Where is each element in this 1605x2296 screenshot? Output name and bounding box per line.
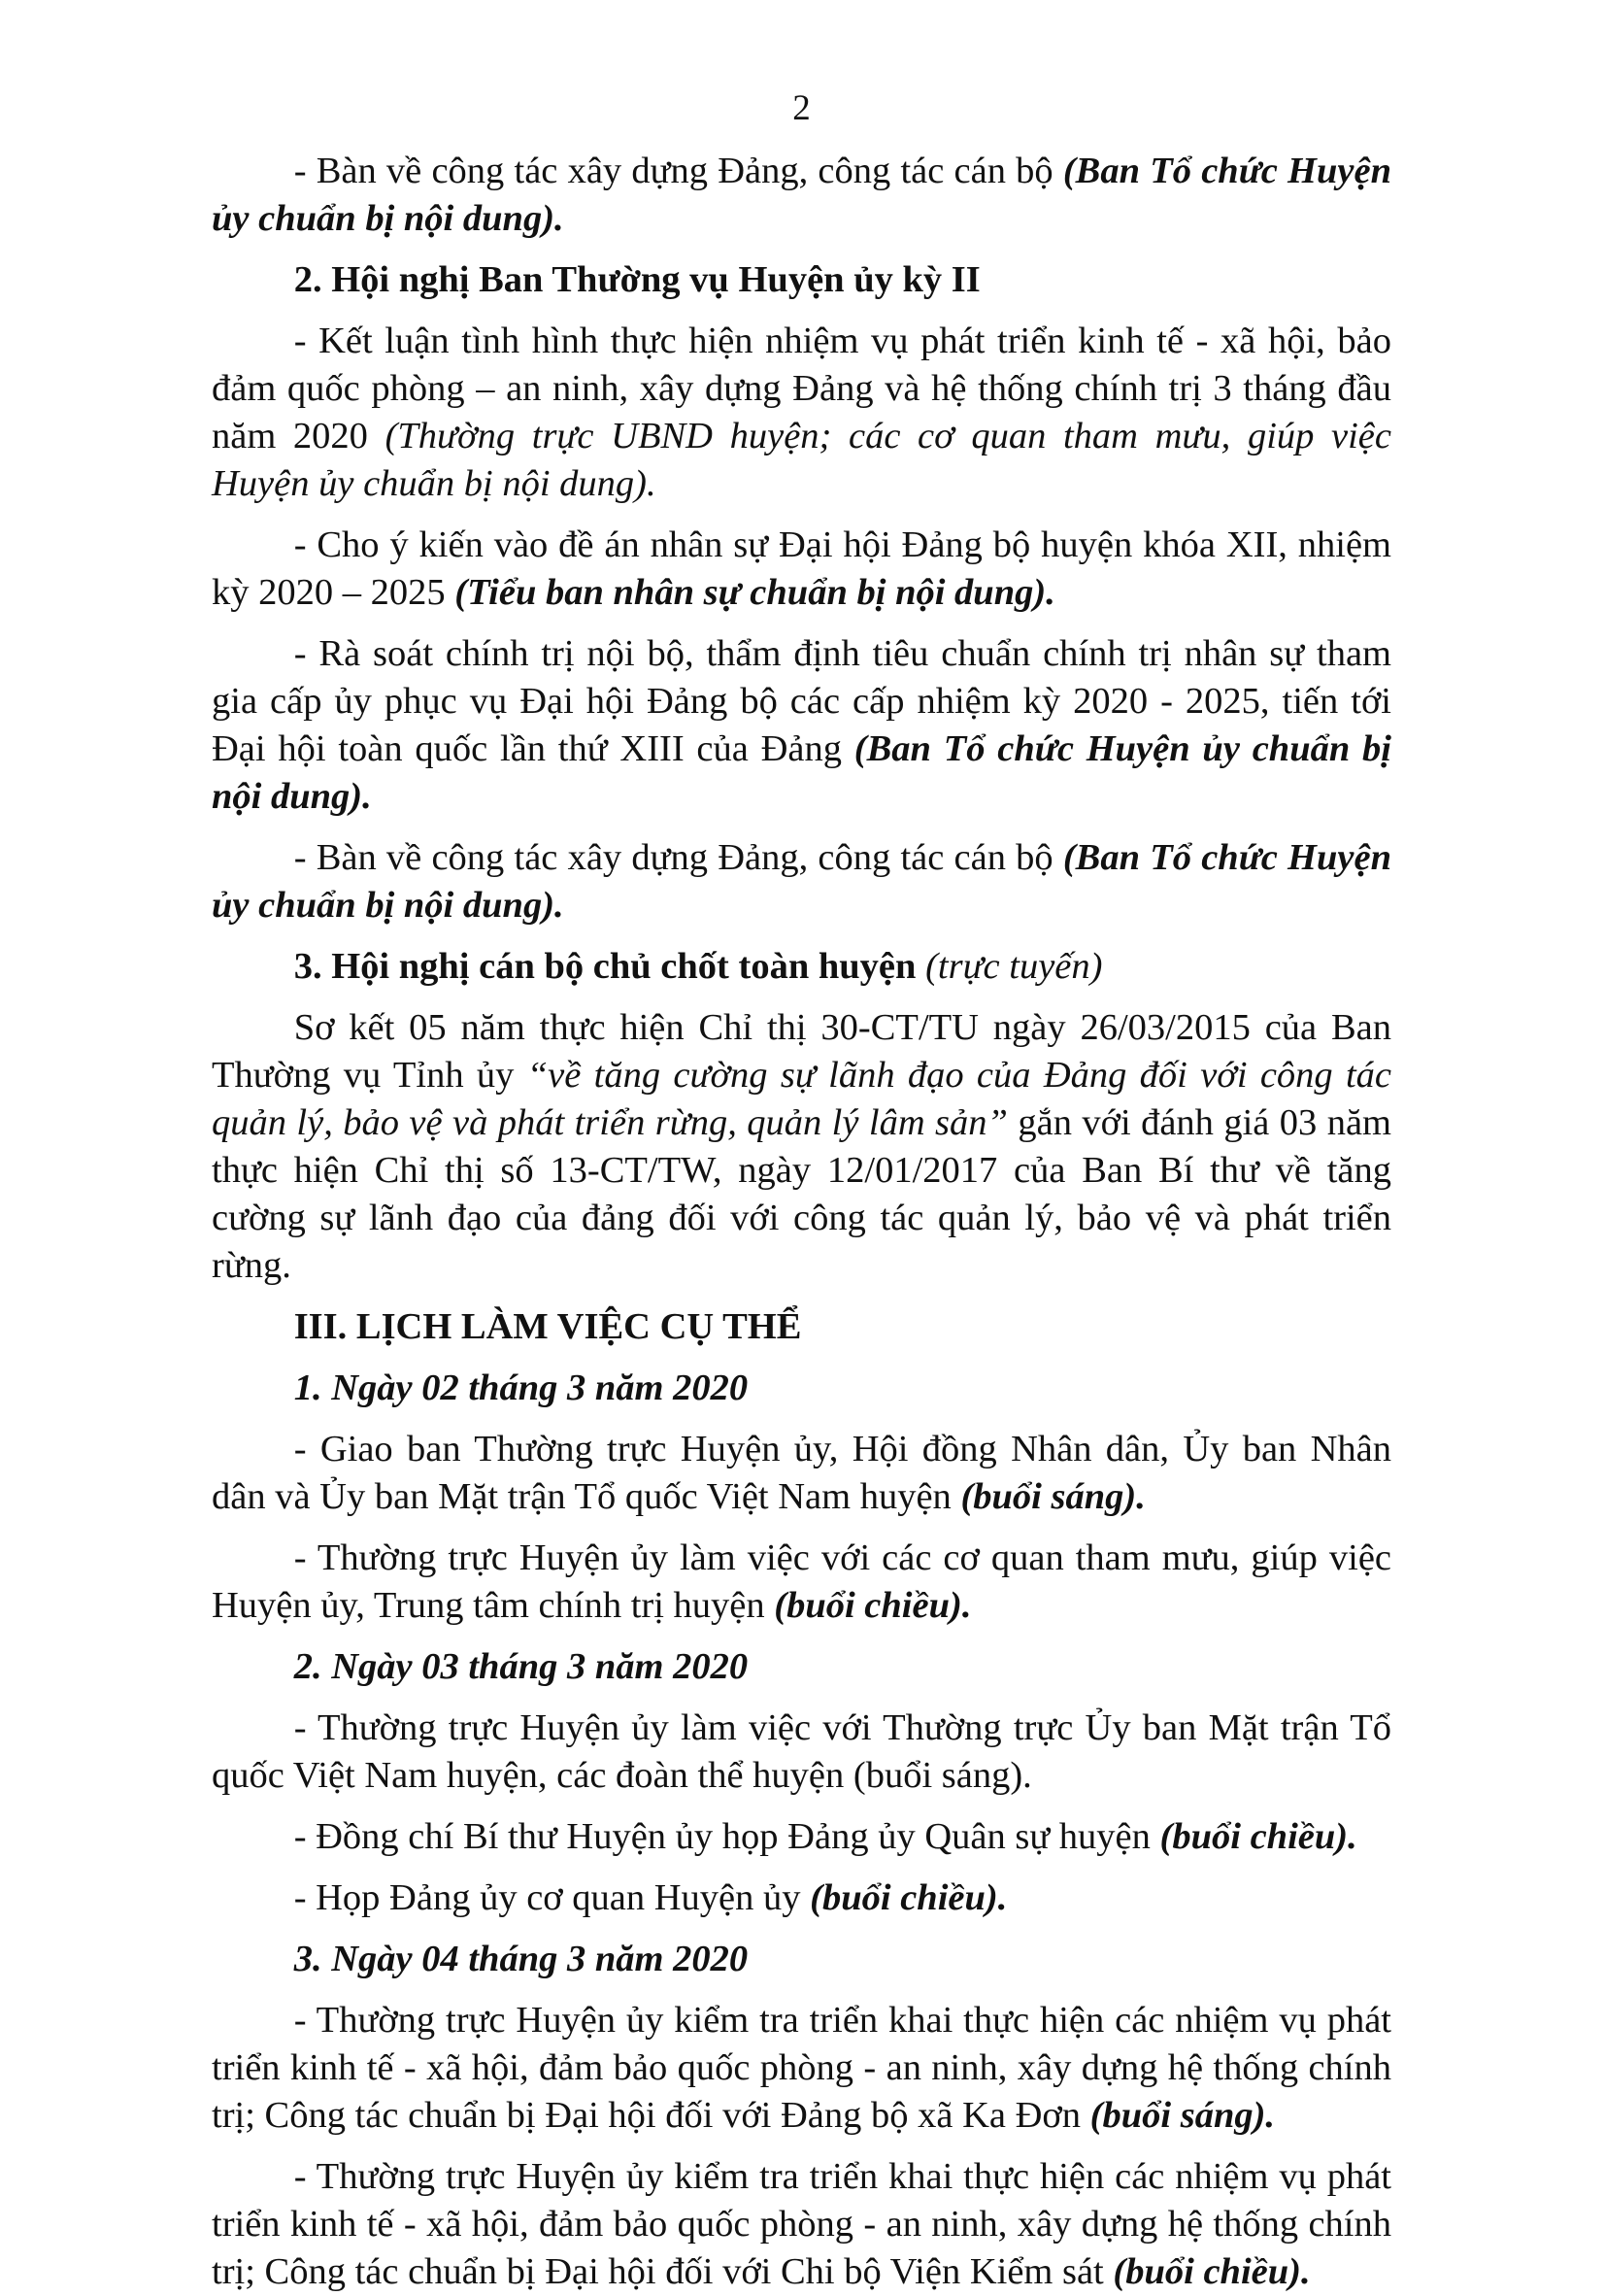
section-heading [212,1365,1391,1412]
text-run: (Thường trực UBND huyện; các cơ quan tham mưu, giúp việc Huyện ủy chuẩn bị nội dung). [212,416,1391,504]
text-run: 3. Hội nghị cán bộ chủ chốt toàn huyện [293,946,926,987]
page-number: 2 [792,88,811,128]
text-run: (Ban Tổ chức Huyện ủy chuẩn bị nội dung). [212,837,1391,926]
text-run: gắn với đánh giá 03 năm thực hiện Chỉ thị số 13-CT/TW, ngày 12/01/2017 của Ban Bí thư về tăng cường sự lãnh đạo của đảng đối với công tác quản lý, bảo vệ và phát triển rừng. [212,1102,1391,1286]
text-run: (Tiểu ban nhân sự chuẩn bị nội dung). [454,572,1055,613]
text-run: - Rà soát chính trị nội bộ, thẩm định tiêu chuẩn chính trị nhân sự tham gia cấp ủy phục vụ Đại hội Đảng bộ các cấp nhiệm kỳ 2020 - 2025, tiến tới Đại hội toàn quốc lần thứ XIII của Đảng [212,633,1391,769]
text-run: 1. Ngày 02 tháng 3 năm 2020 [293,1367,749,1408]
paragraph [212,522,1391,617]
paragraph [212,630,1391,821]
text-run: (buổi chiều). [774,1585,972,1626]
text-run: (trực tuyến) [925,946,1103,987]
section-heading [212,1643,1391,1691]
text-run: - Họp Đảng ủy cơ quan Huyện ủy [293,1877,811,1918]
paragraph [212,1997,1391,2140]
text-run: (buổi chiều). [1113,2251,1311,2292]
text-run: (buổi chiều). [1159,1816,1357,1857]
paragraph [212,1705,1391,1800]
text-run: (buổi chiều). [810,1877,1008,1918]
text-run: - Thường trực Huyện ủy làm việc với Thường trực Ủy ban Mặt trận Tổ quốc Việt Nam huyện, các đoàn thể huyện (buổi sáng). [212,1707,1391,1796]
text-run: - Giao ban Thường trực Huyện ủy, Hội đồng Nhân dân, Ủy ban Nhân dân và Ủy ban Mặt trận Tổ quốc Việt Nam huyện [212,1429,1391,1517]
text-run: 2. Hội nghị Ban Thường vụ Huyện ủy kỳ II [293,259,981,300]
paragraph [212,1813,1391,1861]
text-run: “về tăng cường sự lãnh đạo của Đảng đối với công tác quản lý, bảo vệ và phát triển rừng, quản lý lâm sản” [212,1055,1392,1143]
paragraph [212,1426,1391,1521]
text-run: - Thường trực Huyện ủy kiểm tra triển khai thực hiện các nhiệm vụ phát triển kinh tế - xã hội, đảm bảo quốc phòng - an ninh, xây dựng hệ thống chính trị; Công tác chuẩn bị Đại hội đối với Đảng bộ xã Ka Đơn [212,2000,1391,2136]
text-run: III. LỊCH LÀM VIỆC CỤ THỂ [293,1306,802,1347]
section-heading [212,943,1391,991]
paragraph [212,2153,1391,2296]
text-run: - Thường trực Huyện ủy kiểm tra triển khai thực hiện các nhiệm vụ phát triển kinh tế - xã hội, đảm bảo quốc phòng - an ninh, xây dựng hệ thống chính trị; Công tác chuẩn bị Đại hội đối với Chi bộ Viện Kiểm sát [212,2156,1391,2292]
paragraph [212,1874,1391,1922]
paragraph [212,148,1391,243]
paragraph [212,1004,1391,1290]
section-heading [212,1936,1391,1983]
text-run: (buổi sáng). [960,1476,1146,1517]
text-run: (buổi sáng). [1089,2095,1276,2136]
text-run: Sơ kết 05 năm thực hiện Chỉ thị 30-CT/TU ngày 26/03/2015 của Ban Thường vụ Tỉnh ủy [212,1007,1391,1096]
text-run: - Bàn về công tác xây dựng Đảng, công tác cán bộ [293,837,1063,878]
text-run: - Kết luận tình hình thực hiện nhiệm vụ phát triển kinh tế - xã hội, bảo đảm quốc phòng – an ninh, xây dựng Đảng và hệ thống chính trị 3 tháng đầu năm 2020 [212,321,1391,456]
text-run: (Ban Tổ chức Huyện ủy chuẩn bị nội dung). [212,728,1391,817]
paragraph [212,1535,1391,1630]
text-run: 2. Ngày 03 tháng 3 năm 2020 [293,1646,749,1687]
text-run: 3. Ngày 04 tháng 3 năm 2020 [293,1939,749,1979]
text-run: - Cho ý kiến vào đề án nhân sự Đại hội Đảng bộ huyện khóa XII, nhiệm kỳ 2020 – 2025 [212,524,1391,613]
section-heading [212,256,1391,304]
document-body [212,148,1391,2296]
text-run: - Bàn về công tác xây dựng Đảng, công tác cán bộ [293,151,1063,191]
text-run: - Thường trực Huyện ủy làm việc với các cơ quan tham mưu, giúp việc Huyện ủy, Trung tâm chính trị huyện [212,1537,1391,1626]
paragraph [212,834,1391,929]
text-run: - Đồng chí Bí thư Huyện ủy họp Đảng ủy Quân sự huyện [293,1816,1160,1857]
text-run: (Ban Tổ chức Huyện ủy chuẩn bị nội dung). [212,151,1391,239]
section-heading [212,1303,1391,1351]
paragraph [212,318,1391,508]
